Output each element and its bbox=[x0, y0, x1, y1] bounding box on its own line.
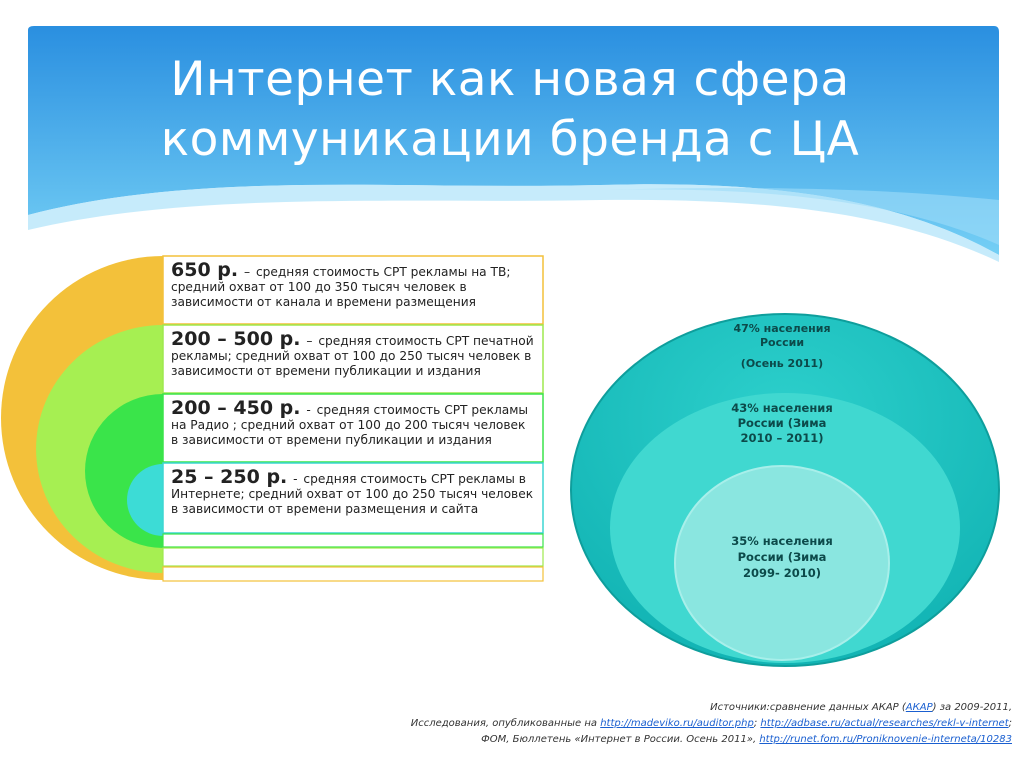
title-line-1: Интернет как новая сфера bbox=[170, 52, 850, 107]
title-line-2: коммуникации бренда с ЦА bbox=[160, 112, 860, 167]
sources-footnote bbox=[312, 700, 1012, 748]
fom-link[interactable]: http://runet.fom.ru/Proniknovenie-interneta/10283 bbox=[759, 734, 1012, 745]
sources-line-1 bbox=[312, 700, 1012, 716]
cost-price: 200 – 450 р. bbox=[171, 397, 301, 419]
cost-description: средняя стоимость CPT рекламы на ТВ; средний охват от 100 до 350 тысяч человек в зависимости от канала и времени размещения bbox=[171, 265, 511, 309]
cost-price: 25 – 250 р. bbox=[171, 466, 288, 488]
cost-row-radio bbox=[163, 396, 543, 453]
cost-price: 650 р. bbox=[171, 259, 239, 281]
sources-text: ; bbox=[753, 718, 761, 729]
madeviko-link[interactable]: http://madeviko.ru/auditor.php bbox=[600, 718, 754, 729]
audience-3-line2: России (Зима bbox=[737, 550, 827, 564]
cost-row-internet bbox=[163, 465, 543, 522]
adbase-link[interactable]: http://adbase.ru/actual/researches/rekl-v-internet bbox=[760, 718, 1009, 729]
sources-text: ; bbox=[1008, 718, 1012, 729]
akar-link[interactable]: АКАР bbox=[905, 702, 933, 713]
audience-1-line2: России bbox=[759, 336, 805, 349]
sources-line-3 bbox=[312, 732, 1012, 748]
sources-line-2 bbox=[312, 716, 1012, 732]
audience-2-line1: 43% населения bbox=[731, 401, 833, 415]
cost-separator: – bbox=[243, 265, 251, 279]
audience-2-line2: России (Зима bbox=[737, 416, 827, 430]
cost-separator: - bbox=[293, 472, 298, 486]
cost-description: средняя стоимость CPT рекламы в Интернете; средний охват от 100 до 250 тысяч человек в зависимости от времени размещения и сайта bbox=[171, 472, 534, 516]
cost-description: средняя стоимость CPT рекламы на Радио ; средний охват от 100 до 200 тысяч человек в зависимости от времени публикации и издания bbox=[171, 403, 529, 447]
audience-2-line3: 2010 – 2011) bbox=[740, 431, 824, 445]
cost-row-tv bbox=[163, 258, 543, 315]
cost-price: 200 – 500 р. bbox=[171, 328, 301, 350]
sources-text: ) за 2009-2011, bbox=[932, 702, 1012, 713]
cost-description: средняя стоимость CPT печатной рекламы; средний охват от 100 до 250 тысяч человек в зависимости от времени публикации и издания bbox=[171, 334, 534, 378]
audience-3-line1: 35% населения bbox=[731, 534, 833, 548]
sources-text: Исследования, опубликованные на bbox=[410, 718, 601, 729]
sources-text: Источники:сравнение данных АКАР ( bbox=[710, 702, 906, 713]
cost-separator: – bbox=[306, 334, 313, 348]
audience-1-line1: 47% населения bbox=[733, 322, 831, 335]
audience-3-line3: 2099- 2010) bbox=[742, 566, 822, 580]
cost-row-print bbox=[163, 327, 543, 384]
audience-1-line3: (Осень 2011) bbox=[740, 357, 824, 370]
cost-separator: - bbox=[306, 403, 311, 417]
sources-text: ФОМ, Бюллетень «Интернет в России. Осень 2011», bbox=[481, 734, 760, 745]
